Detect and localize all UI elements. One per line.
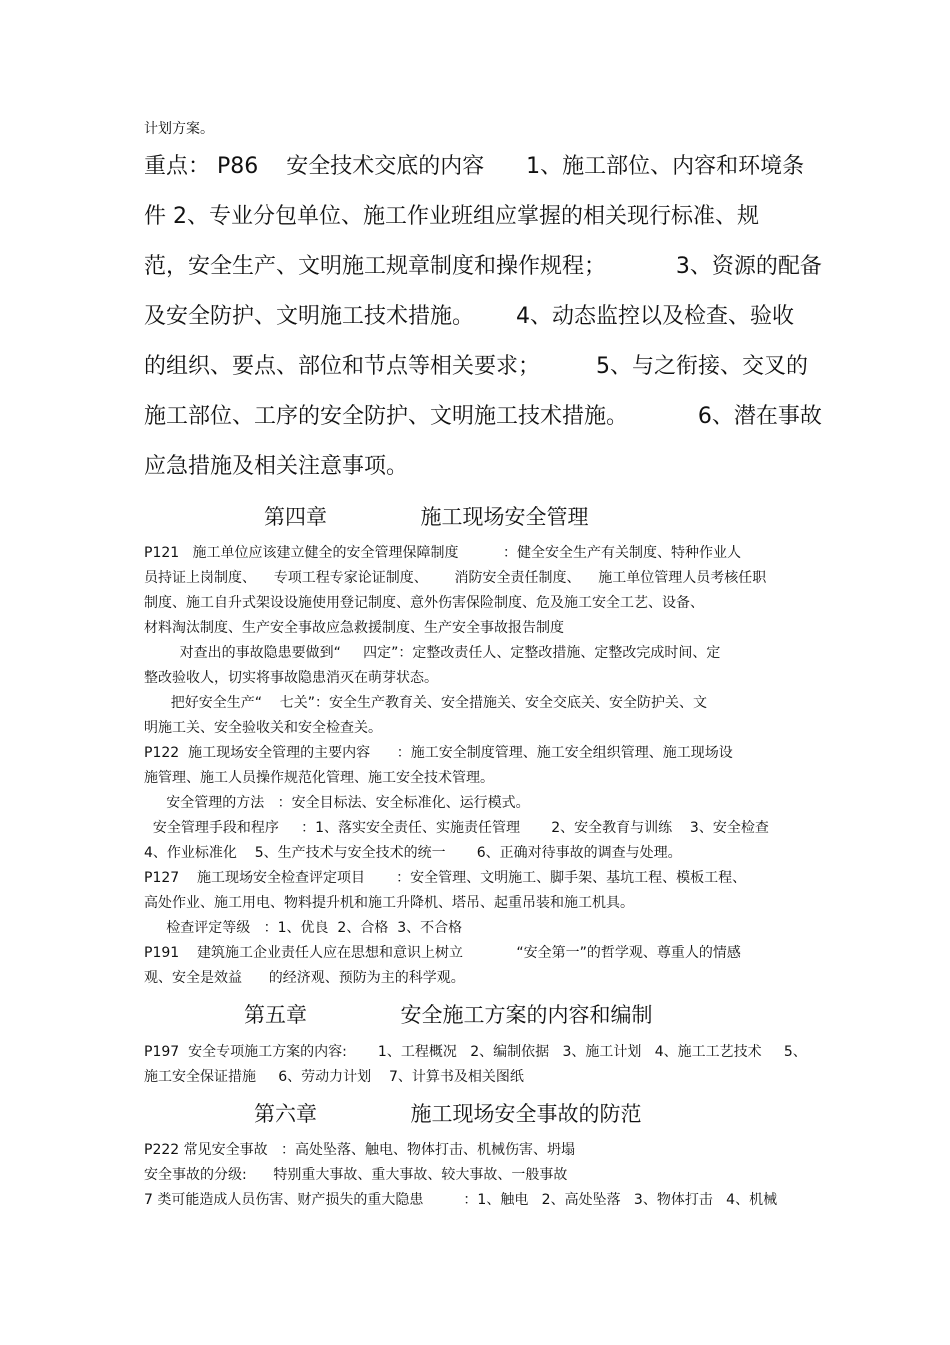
- paragraph-line: 4、作业标准化 5、生产技术与安全技术的统一 6、正确对待事故的调查与处理。: [144, 845, 682, 861]
- paragraph-line: 安全事故的分级: 特别重大事故、重大事故、较大事故、一般事故: [144, 1167, 568, 1183]
- paragraph-line: 检查评定等级 ：1、优良 2、合格 3、不合格: [144, 920, 463, 936]
- paragraph-line: 观、安全是效益 的经济观、预防为主的科学观。: [144, 970, 465, 986]
- intro-line: 计划方案。: [144, 121, 214, 137]
- paragraph-line: P122 施工现场安全管理的主要内容 ：施工安全制度管理、施工安全组织管理、施工现场设: [144, 745, 733, 761]
- paragraph-line: 员持证上岗制度、 专项工程专家论证制度、 消防安全责任制度、 施工单位管理人员考核任职: [144, 570, 767, 586]
- paragraph-line: P127 施工现场安全检查评定项目 ：安全管理、文明施工、脚手架、基坑工程、模板工程、: [144, 870, 747, 886]
- paragraph-line: 7 类可能造成人员伤害、财产损失的重大隐患 ：1、触电 2、高处坠落 3、物体打击 4、机械: [144, 1192, 778, 1208]
- paragraph-line: 对查出的事故隐患要做到“ 四定”：定整改责任人、定整改措施、定整改完成时间、定: [144, 645, 721, 661]
- key-points-line: 重点： P86 安全技术交底的内容 1、施工部位、内容和环境条: [144, 154, 805, 179]
- paragraph-line: P222 常见安全事故 ：高处坠落、触电、物体打击、机械伤害、坍塌: [144, 1142, 575, 1158]
- key-points-line: 施工部位、工序的安全防护、文明施工技术措施。 6、潜在事故: [144, 404, 822, 429]
- paragraph-line: 明施工关、安全验收关和安全检查关。: [144, 720, 382, 736]
- chapter-heading: 第四章 施工现场安全管理: [264, 505, 589, 529]
- key-points-line: 应急措施及相关注意事项。: [144, 454, 409, 479]
- paragraph-line: 施管理、施工人员操作规范化管理、施工安全技术管理。: [144, 770, 494, 786]
- key-points-line: 及安全防护、文明施工技术措施。 4、动态监控以及检查、验收: [144, 304, 794, 329]
- paragraph-line: P121 施工单位应该建立健全的安全管理保障制度 ：健全安全生产有关制度、特种作业人: [144, 545, 742, 561]
- paragraph-line: 安全管理手段和程序 ：1、落实安全责任、实施责任管理 2、安全教育与训练 3、安全检查: [144, 820, 769, 836]
- key-points-line: 件 2、专业分包单位、施工作业班组应掌握的相关现行标准、规: [144, 204, 759, 229]
- paragraph-line: 把好安全生产“ 七关”：安全生产教育关、安全措施关、安全交底关、安全防护关、文: [144, 695, 708, 711]
- chapter-heading: 第六章 施工现场安全事故的防范: [254, 1102, 642, 1126]
- paragraph-line: 安全管理的方法 ：安全目标法、安全标准化、运行模式。: [144, 795, 530, 811]
- paragraph-line: 施工安全保证措施 6、劳动力计划 7、计算书及相关图纸: [144, 1069, 524, 1085]
- chapter-heading: 第五章 安全施工方案的内容和编制: [244, 1003, 653, 1027]
- key-points-line: 范，安全生产、文明施工规章制度和操作规程； 3、资源的配备: [144, 254, 822, 279]
- paragraph-line: 整改验收人，切实将事故隐患消灭在萌芽状态。: [144, 670, 438, 686]
- paragraph-line: P197 安全专项施工方案的内容: 1、工程概况 2、编制依据 3、施工计划 4、施工工艺技术 5、: [144, 1044, 807, 1060]
- paragraph-line: P191 建筑施工企业责任人应在思想和意识上树立 “安全第一”的哲学观、尊重人的情感: [144, 945, 741, 961]
- paragraph-line: 材料淘汰制度、生产安全事故应急救援制度、生产安全事故报告制度: [144, 620, 564, 636]
- paragraph-line: 高处作业、施工用电、物料提升机和施工升降机、塔吊、起重吊装和施工机具。: [144, 895, 634, 911]
- key-points-line: 的组织、要点、部位和节点等相关要求； 5、与之衔接、交叉的: [144, 354, 808, 379]
- paragraph-line: 制度、施工自升式架设设施使用登记制度、意外伤害保险制度、危及施工安全工艺、设备、: [144, 595, 704, 611]
